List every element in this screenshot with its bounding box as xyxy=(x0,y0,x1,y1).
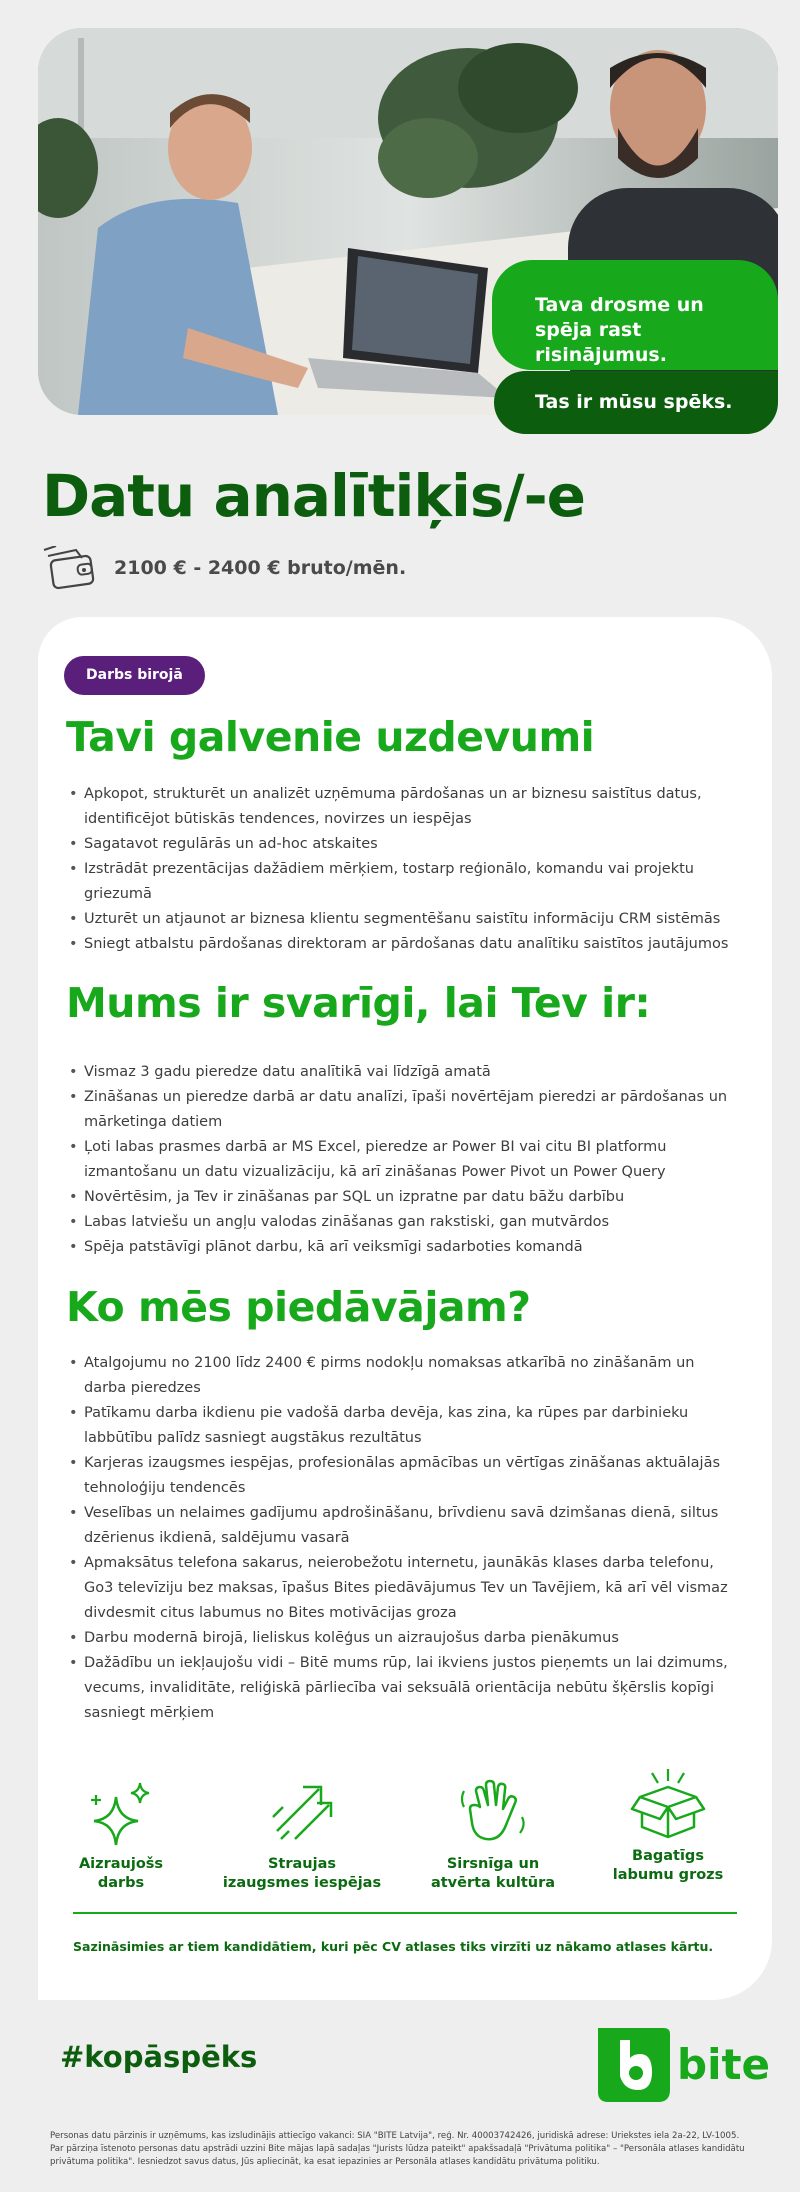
tasks-title: Tavi galvenie uzdevumi xyxy=(66,713,595,761)
list-item: • Apmaksātus telefona sakarus, neierobežotu internetu, jaunākās klases darba telefonu, Go3 televīziju bez maksas, īpašus Bites piedāvājumus Tev un Tavējiem, kā arī vēl vismaz divdesmit citus labumus no Bites motivācijas groza xyxy=(66,1551,736,1626)
list-item: • Novērtēsim, ja Tev ir zināšanas par SQL un izpratne par datu bāžu darbību xyxy=(66,1185,736,1210)
divider xyxy=(73,1912,737,1914)
list-item: • Patīkamu darba ikdienu pie vadošā darba devēja, kas zina, ka rūpes par darbinieku labbūtību palīdz sasniegt augstākus rezultātus xyxy=(66,1401,736,1451)
benefit-perks xyxy=(588,1767,748,1885)
job-title: Datu analītiķis/-e xyxy=(42,462,585,530)
requirements-title: Mums ir svarīgi, lai Tev ir: xyxy=(66,979,651,1027)
list-item: • Labas latviešu un angļu valodas zināšanas gan rakstiski, gan mutvārdos xyxy=(66,1210,736,1235)
list-item: • Ļoti labas prasmes darbā ar MS Excel, pieredze ar Power BI vai citu BI platformu izmantošanu un datu vizualizāciju, kā arī zināšanas Power Pivot un Power Query xyxy=(66,1135,736,1185)
contact-note: Sazināsimies ar tiem kandidātiem, kuri pēc CV atlases tiks virzīti uz nākamo atlases kārtu. xyxy=(73,1939,714,1954)
salary-row xyxy=(42,546,406,590)
benefit-label: Straujas xyxy=(267,1856,337,1872)
benefit-label: Aizraujošs xyxy=(78,1856,164,1872)
offer-title: Ko mēs piedāvājam? xyxy=(66,1283,531,1331)
list-item: • Sniegt atbalstu pārdošanas direktoram ar pārdošanas datu analītiku saistītos jautājumos xyxy=(66,932,736,957)
benefit-label: atvērta kultūra xyxy=(430,1875,556,1891)
list-item: • Vismaz 3 gadu pieredze datu analītikā vai līdzīgā amatā xyxy=(66,1060,736,1085)
list-item: • Izstrādāt prezentācijas dažādiem mērķiem, tostarp reģionālo, komandu vai projektu griezumā xyxy=(66,857,736,907)
work-location-badge: Darbs birojā xyxy=(64,656,205,695)
waving-hand-icon xyxy=(458,1777,528,1847)
benefit-growth xyxy=(222,1777,382,1893)
bite-logo-wordmark: bite xyxy=(677,2040,771,2089)
list-item: • Uzturēt un atjaunot ar biznesa klientu segmentēšanu saistītu informāciju CRM sistēmās xyxy=(66,907,736,932)
open-box-icon xyxy=(630,1767,706,1839)
offer-list xyxy=(66,1351,736,1726)
benefit-label: izaugsmes iespējas xyxy=(222,1875,382,1891)
legal-notice: Personas datu pārzinis ir uzņēmums, kas izsludinājis attiecīgo vakanci: SIA "BITE Latvija", reģ. Nr. 40003742426, juridiskā adrese: Uriekstes iela 2a-22, LV-1005. Par pārziņa īstenoto personas datu apstrādi uzzini Bite mājas lapā sadaļas "Jurists lūdza pateikt" apakšsadaļā "Privātuma politika" – "Personāla atlases kandidātu privātuma politika". Iesniedzot savus datus, Jūs apliecināt, ka esat iepazinies ar Personāla atlases kandidātu privātuma politiku. xyxy=(50,2131,745,2167)
list-item: • Spēja patstāvīgi plānot darbu, kā arī veiksmīgi sadarboties komandā xyxy=(66,1235,736,1260)
list-item: • Veselības un nelaimes gadījumu apdrošināšanu, brīvdienu savā dzimšanas dienā, siltus dzērienus ikdienā, saldējumu vasarā xyxy=(66,1501,736,1551)
benefit-label: Bagatīgs xyxy=(632,1848,704,1864)
benefit-label: Sirsnīga un xyxy=(446,1856,540,1872)
sparkle-icon xyxy=(86,1777,156,1847)
requirements-list xyxy=(66,1060,736,1260)
list-item: • Dažādību un iekļaujošu vidi – Bitē mums rūp, lai ikviens justos pieņemts un lai dzimums, vecums, invaliditāte, reliģiskā pārliecība vai seksuālā orientācija nebūtu šķērslis kopīgi sasniegt mērķiem xyxy=(66,1651,736,1726)
tasks-list xyxy=(66,782,736,957)
list-item: • Zināšanas un pieredze darbā ar datu analīzi, īpaši novērtējam pieredzi ar pārdošanas un mārketinga datiem xyxy=(66,1085,736,1135)
benefit-culture xyxy=(413,1777,573,1893)
list-item: • Atalgojumu no 2100 līdz 2400 € pirms nodokļu nomaksas atkarībā no zināšanām un darba pieredzes xyxy=(66,1351,736,1401)
list-item: • Sagatavot regulārās un ad-hoc atskaites xyxy=(66,832,736,857)
list-item: • Apkopot, strukturēt un analizēt uzņēmuma pārdošanas un ar biznesu saistītus datus, identificējot būtiskās tendences, novirzes un iespējas xyxy=(66,782,736,832)
hero-tagline-primary: Tava drosme un spēja rast risinājumus. xyxy=(492,260,778,370)
list-item: • Darbu modernā birojā, lieliskus kolēģus un aizraujošus darba pienākumus xyxy=(66,1626,736,1651)
growth-arrows-icon xyxy=(267,1777,337,1847)
job-description-card xyxy=(38,617,772,2000)
hashtag: #kopāspēks xyxy=(60,2040,258,2074)
hero-tagline-secondary: Tas ir mūsu spēks. xyxy=(494,371,778,434)
benefit-label: darbs xyxy=(97,1875,145,1891)
list-item: • Karjeras izaugsmes iespējas, profesionālas apmācības un vērtīgas zināšanas aktuālajās tehnoloģiju tendencēs xyxy=(66,1451,736,1501)
salary: 2100 € - 2400 € bruto/mēn. xyxy=(114,557,407,579)
benefit-exciting-work xyxy=(41,1777,201,1893)
benefit-label: labumu grozs xyxy=(612,1867,724,1883)
wallet-icon xyxy=(42,546,100,590)
